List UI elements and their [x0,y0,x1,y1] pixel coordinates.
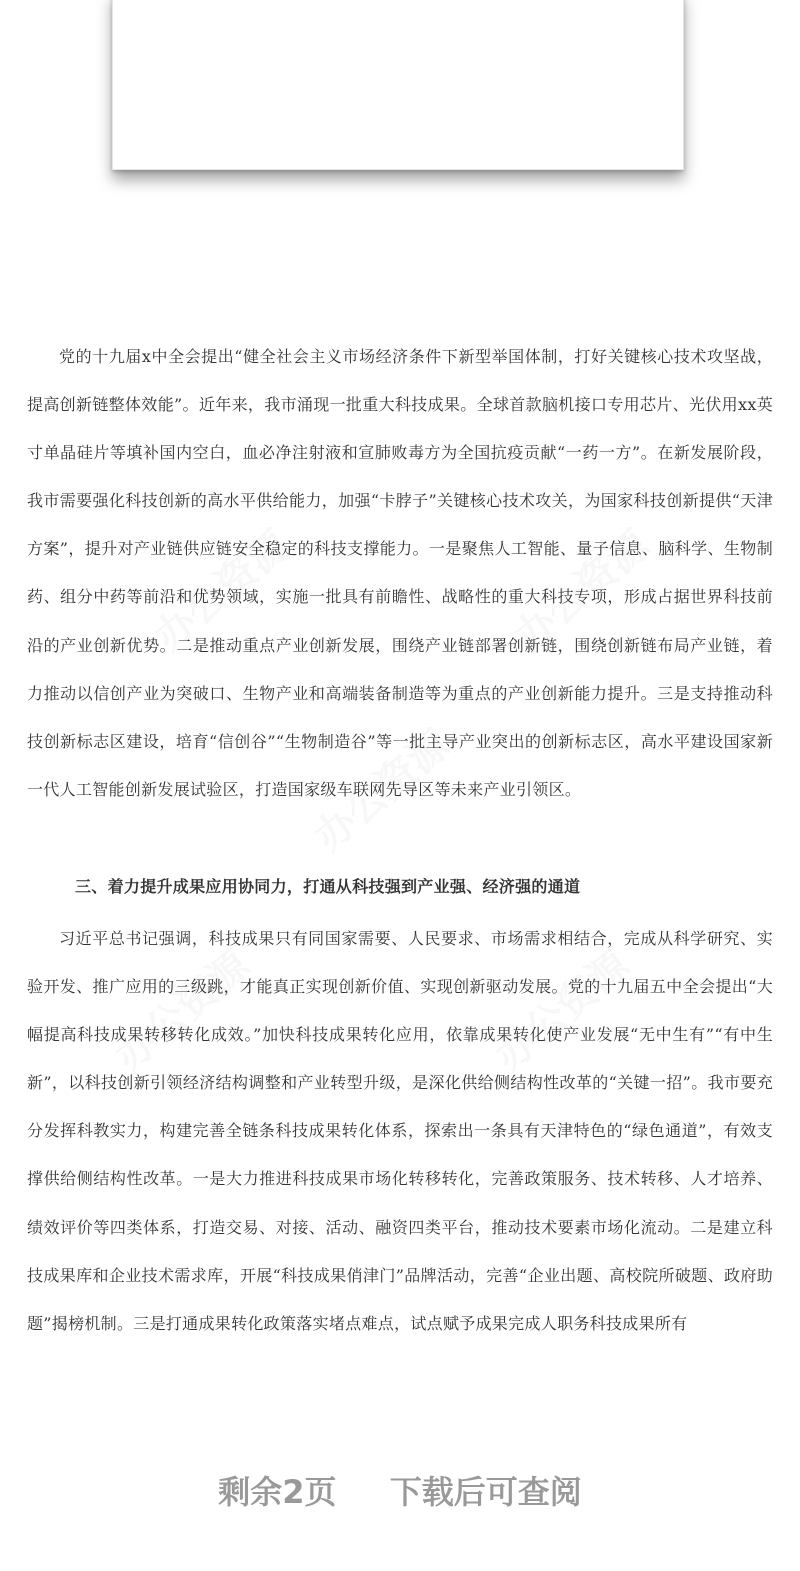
paragraph: 党的十九届x中全会提出“健全社会主义市场经济条件下新型举国体制，打好关键核心技术攻坚战，提高创新链整体效能”。近年来，我市涌现一批重大科技成果。全球首款脑机接口专用芯片、光伏用xx英寸单晶硅片等填补国内空白，血必净注射液和宣肺败毒方为全国抗疫贡献“一药一方”。在新发展阶段，我市需要强化科技创新的高水平供给能力，加强“卡脖子”关键核心技术攻关，为国家科技创新提供“天津方案”，提升对产业链供应链安全稳定的科技支撑能力。一是聚焦人工智能、量子信息、脑科学、生物制药、组分中药等前沿和优势领域，实施一批具有前瞻性、战略性的重大科技专项，形成占据世界科技前沿的产业创新优势。二是推动重点产业创新发展，围绕产业链部署创新链，围绕创新链布局产业链，着力推动以信创产业为突破口、生物产业和高端装备制造等为重点的产业创新能力提升。三是支持推动科技创新标志区建设，培育“信创谷”“生物制造谷”等一批主导产业突出的创新标志区，高水平建设国家新一代人工智能创新发展试验区，打造国家级车联网先导区等未来产业引领区。 [27,347,773,799]
watermark: 办公资源 [106,942,259,1081]
watermark: 办公资源 [146,522,299,661]
previous-page-preview [112,0,684,170]
section-heading: 三、着力提升成果应用协同力，打通从科技强到产业强、经济强的通道 [75,877,581,896]
watermark: 办公资源 [486,942,639,1081]
watermark: 办公资源 [506,522,659,661]
watermark: 办公资源 [306,722,459,861]
download-hint-label: 下载后可查阅 [389,1473,582,1511]
remaining-pages-label: 剩余2页 [218,1473,337,1511]
paragraph: 习近平总书记强调，科技成果只有同国家需要、人民要求、市场需求相结合，完成从科学研究、实验开发、推广应用的三级跳，才能真正实现创新价值、实现创新驱动发展。党的十九届五中全会提出“大幅提高科技成果转移转化成效。”加快科技成果转化应用，依靠成果转化使产业发展“无中生有”“有中生新”，以科技创新引领经济结构调整和产业转型升级，是深化供给侧结构性改革的“关键一招”。我市要充分发挥科教实力，构建完善全链条科技成果转化体系，探索出一条具有天津特色的“绿色通道”，有效支撑供给侧结构性改革。一是大力推进科技成果市场化转移转化，完善政策服务、技术转移、人才培养、绩效评价等四类体系，打造交易、对接、活动、融资四类平台，推动技术要素市场化流动。二是建立科技成果库和企业技术需求库，开展“科技成果俏津门”品牌活动，完善“企业出题、高校院所破题、政府助题”揭榜机制。三是打通成果转化政策落实堵点难点，试点赋予成果完成人职务科技成果所有 [27,929,773,1333]
document-body [27,333,773,1352]
download-more-banner[interactable] [0,1462,800,1522]
